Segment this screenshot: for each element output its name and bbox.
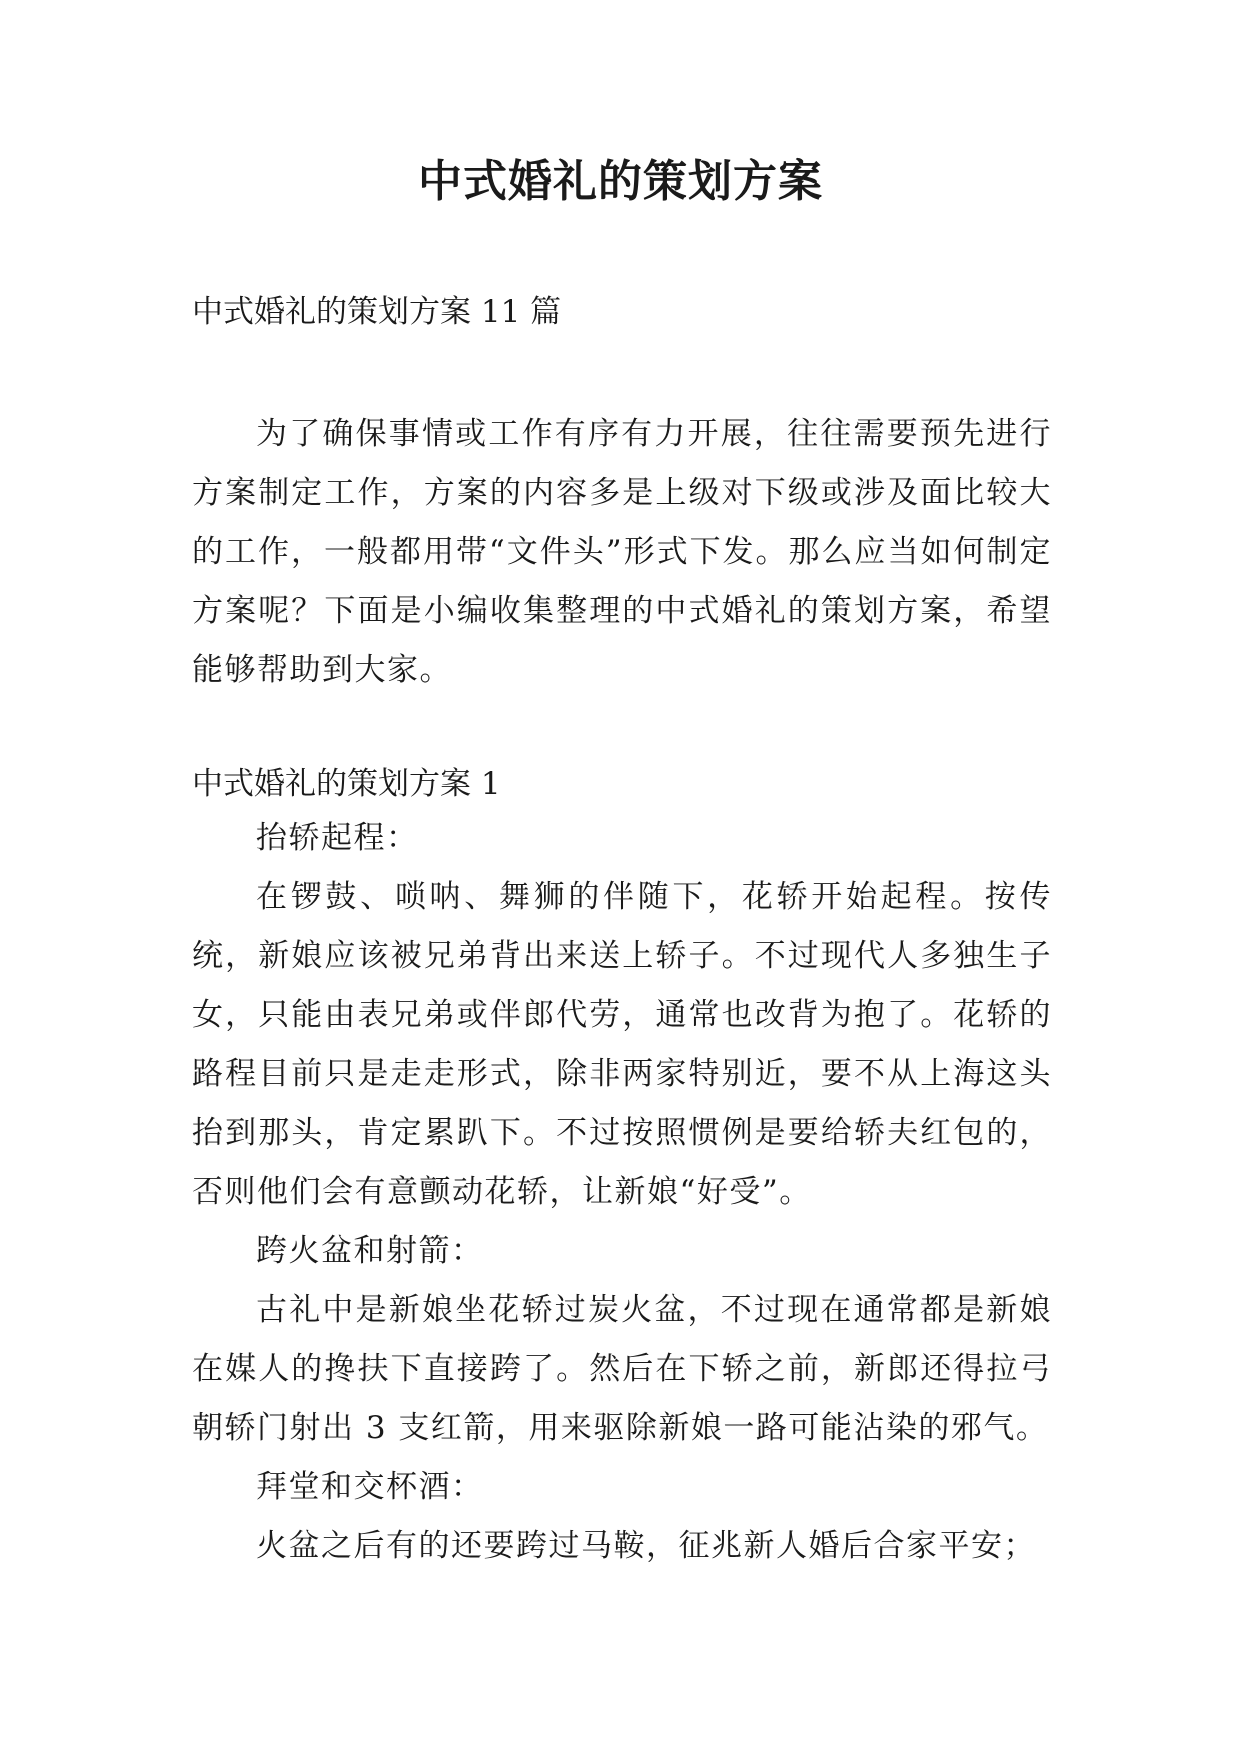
section-body (192, 809, 1052, 1576)
body-paragraph: 古礼中是新娘坐花轿过炭火盆，不过现在通常都是新娘在媒人的搀扶下直接跨了。然后在下轿之前，新郎还得拉弓朝轿门射出 3 支红箭，用来驱除新娘一路可能沾染的邪气。 (192, 1292, 1052, 1446)
body-paragraph: 在锣鼓、唢呐、舞狮的伴随下，花轿开始起程。按传统，新娘应该被兄弟背出来送上轿子。不过现代人多独生子女，只能由表兄弟或伴郎代劳，通常也改背为抱了。花轿的路程目前只是走走形式，除非两家特别近，要不从上海这头抬到那头，肯定累趴下。不过按照惯例是要给轿夫红包的，否则他们会有意颤动花轿，让新娘“好受”。 (192, 879, 1052, 1210)
section-heading: 中式婚礼的策划方案 1 (192, 766, 501, 802)
subheading-fire-basin: 跨火盆和射箭： (256, 1233, 484, 1269)
document-subtitle: 中式婚礼的策划方案 11 篇 (192, 294, 562, 330)
subheading-lift-sedan: 抬轿起程： (256, 820, 419, 856)
intro-paragraph: 为了确保事情或工作有序有力开展，往往需要预先进行方案制定工作，方案的内容多是上级对下级或涉及面比较大的工作，一般都用带“文件头”形式下发。那么应当如何制定方案呢？下面是小编收集整理的中式婚礼的策划方案，希望能够帮助到大家。 (192, 416, 1052, 688)
subheading-wedding-ceremony: 拜堂和交杯酒： (256, 1469, 484, 1505)
document-title: 中式婚礼的策划方案 (418, 156, 823, 207)
body-paragraph: 火盆之后有的还要跨过马鞍，征兆新人婚后合家平安； (256, 1528, 1036, 1564)
